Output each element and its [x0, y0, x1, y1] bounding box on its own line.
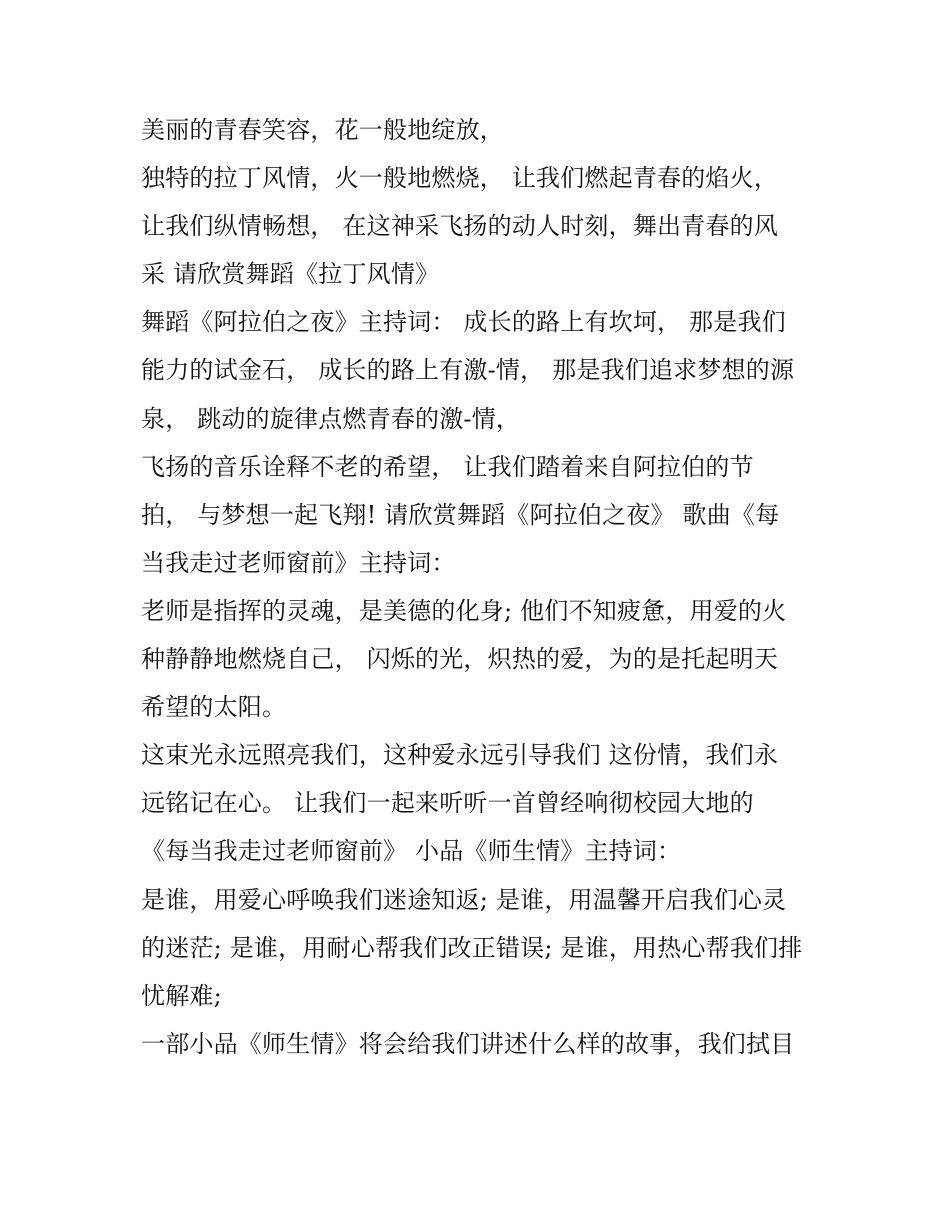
text-line: 种静静地燃烧自己， 闪烁的光，炽热的爱，为的是托起明天: [141, 645, 779, 674]
text-line: 的迷茫; 是谁，用耐心帮我们改正错误; 是谁，用热心帮我们排: [141, 933, 803, 962]
text-line: 舞蹈《阿拉伯之夜》主持词： 成长的路上有坎坷， 那是我们: [141, 308, 786, 337]
document-body: [141, 106, 821, 1068]
text-line: 拍， 与梦想一起飞翔! 请欣赏舞蹈《阿拉伯之夜》 歌曲《每: [141, 500, 780, 529]
text-line: 当我走过老师窗前》主持词：: [141, 548, 456, 577]
text-line: 是谁，用爱心呼唤我们迷途知返; 是谁，用温馨开启我们心灵: [141, 885, 787, 914]
text-line: 忧解难;: [141, 981, 222, 1010]
text-line: 能力的试金石， 成长的路上有激-情， 那是我们追求梦想的源: [141, 356, 795, 385]
text-line: 美丽的青春笑容，花一般地绽放，: [141, 116, 504, 144]
text-line: 一部小品《师生情》将会给我们讲述什么样的故事，我们拭目: [141, 1029, 795, 1058]
text-line: 独特的拉丁风情，火一般地燃烧， 让我们燃起青春的焰火，: [141, 164, 779, 193]
text-line: 飞扬的音乐诠释不老的希望， 让我们踏着来自阿拉伯的节: [141, 452, 754, 481]
text-line: 老师是指挥的灵魂，是美德的化身; 他们不知疲惫，用爱的火: [141, 596, 787, 625]
text-line: 《每当我走过老师窗前》 小品《师生情》主持词：: [141, 837, 682, 866]
text-line: 采 请欣赏舞蹈《拉丁风情》: [141, 260, 440, 289]
text-line: 希望的太阳。: [141, 693, 287, 722]
text-line: 远铭记在心。 让我们一起来听听一首曾经响彻校园大地的: [141, 789, 754, 818]
text-line: 泉， 跳动的旋律点燃青春的激-情，: [141, 404, 521, 433]
text-line: 这束光永远照亮我们，这种爱永远引导我们 这份情，我们永: [141, 741, 779, 770]
text-line: 让我们纵情畅想， 在这神采飞扬的动人时刻，舞出青春的风: [141, 212, 779, 241]
